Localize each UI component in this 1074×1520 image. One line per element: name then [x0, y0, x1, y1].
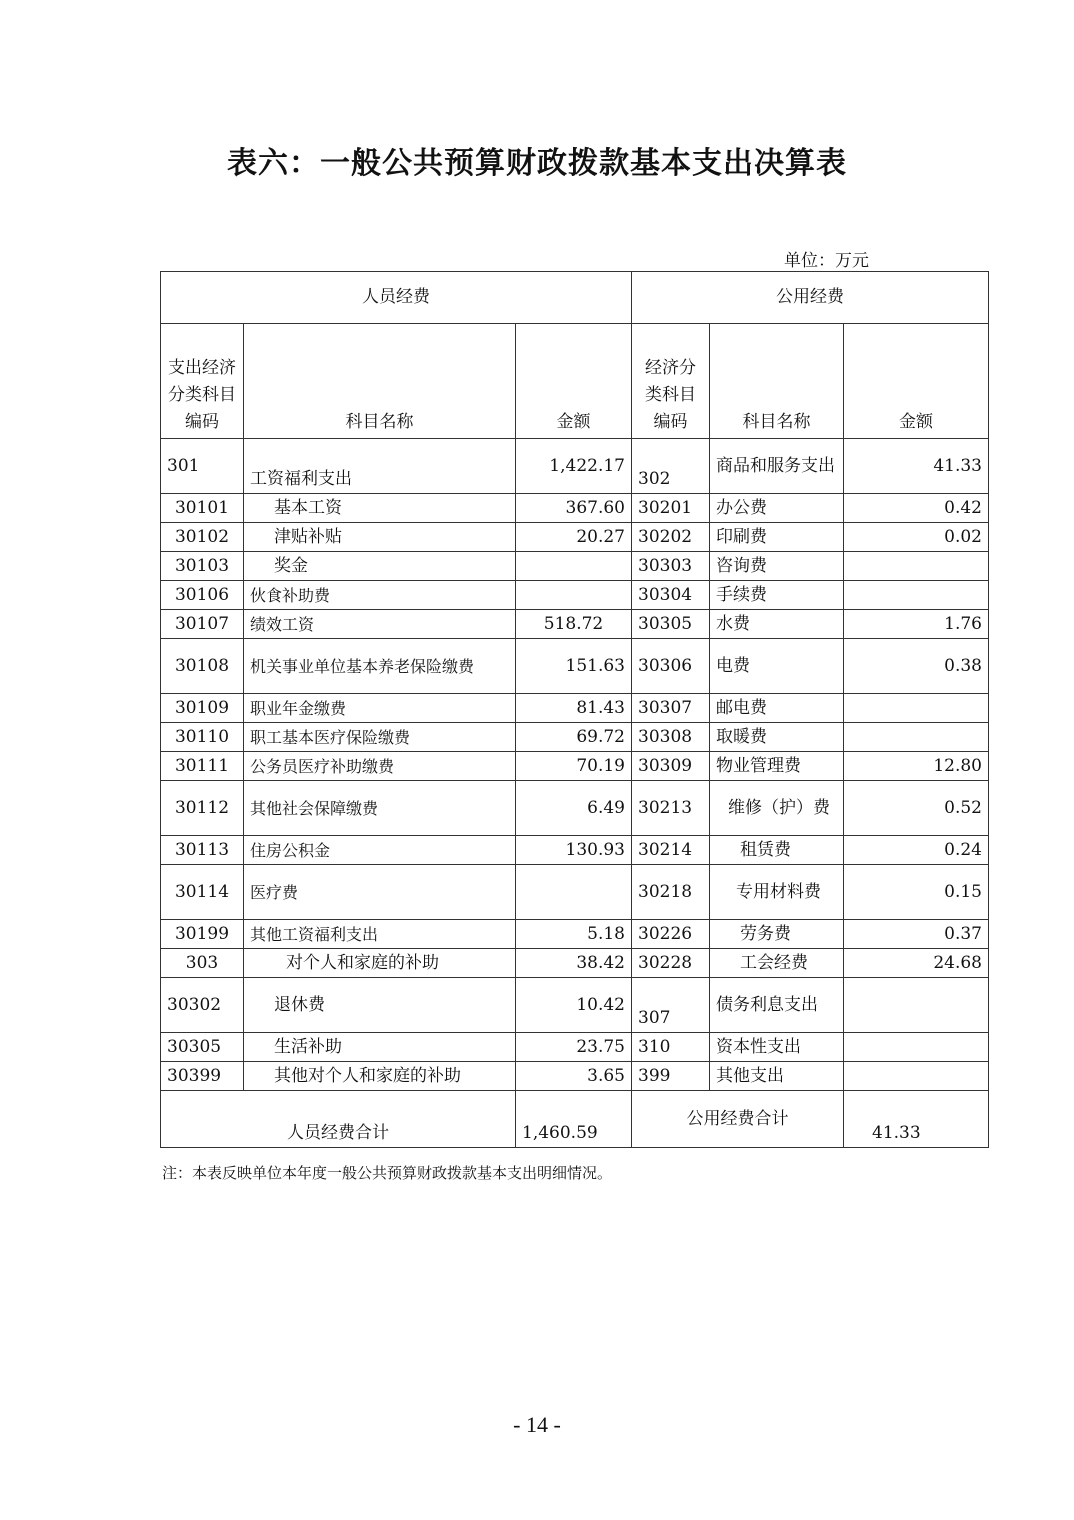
code-right: 30306 — [632, 639, 710, 694]
table-row — [161, 723, 989, 752]
code-right-header: 经济分类科目编码 — [632, 324, 710, 439]
page-title: 表六：一般公共预算财政拨款基本支出决算表 — [227, 146, 847, 181]
name-left: 其他对个人和家庭的补助 — [244, 1062, 516, 1091]
name-right: 债务利息支出 — [710, 978, 844, 1033]
amount-left: 20.27 — [516, 523, 632, 552]
code-left: 30199 — [161, 920, 244, 949]
name-left: 绩效工资 — [244, 610, 516, 639]
code-right: 30307 — [632, 694, 710, 723]
page-number: - 14 - — [513, 1412, 561, 1437]
code-right: 30303 — [632, 552, 710, 581]
name-right: 维修（护）费 — [710, 781, 844, 836]
amount-left: 70.19 — [516, 752, 632, 781]
code-left: 30102 — [161, 523, 244, 552]
name-left: 机关事业单位基本养老保险缴费 — [244, 639, 516, 694]
totals-row — [161, 1091, 989, 1148]
name-left: 津贴补贴 — [244, 523, 516, 552]
amount-left-header: 金额 — [516, 324, 632, 439]
name-right-header: 科目名称 — [710, 324, 844, 439]
name-right: 专用材料费 — [710, 865, 844, 920]
amount-left: 518.72 — [516, 610, 632, 639]
name-right: 办公费 — [710, 494, 844, 523]
code-right: 30304 — [632, 581, 710, 610]
name-right: 工会经费 — [710, 949, 844, 978]
amount-left: 5.18 — [516, 920, 632, 949]
code-right: 302 — [632, 439, 710, 494]
table-row — [161, 552, 989, 581]
name-left: 住房公积金 — [244, 836, 516, 865]
amount-left: 151.63 — [516, 639, 632, 694]
name-right: 咨询费 — [710, 552, 844, 581]
name-left: 职工基本医疗保险缴费 — [244, 723, 516, 752]
amount-right — [844, 552, 989, 581]
amount-left: 6.49 — [516, 781, 632, 836]
table-row — [161, 752, 989, 781]
code-right: 399 — [632, 1062, 710, 1091]
code-right: 30228 — [632, 949, 710, 978]
amount-right: 0.42 — [844, 494, 989, 523]
code-right: 30213 — [632, 781, 710, 836]
amount-right: 24.68 — [844, 949, 989, 978]
code-right: 30226 — [632, 920, 710, 949]
table-row — [161, 920, 989, 949]
amount-right: 0.38 — [844, 639, 989, 694]
table-row — [161, 781, 989, 836]
personnel-total-label: 人员经费合计 — [161, 1091, 516, 1148]
table-row — [161, 949, 989, 978]
amount-right: 41.33 — [844, 439, 989, 494]
name-left: 其他社会保障缴费 — [244, 781, 516, 836]
name-left: 生活补助 — [244, 1033, 516, 1062]
code-left: 30110 — [161, 723, 244, 752]
amount-right — [844, 1062, 989, 1091]
amount-left: 81.43 — [516, 694, 632, 723]
amount-right: 1.76 — [844, 610, 989, 639]
table-column-header — [161, 324, 989, 439]
code-right: 30201 — [632, 494, 710, 523]
public-total-label: 公用经费合计 — [632, 1091, 844, 1148]
amount-right — [844, 581, 989, 610]
table-note: 注：本表反映单位本年度一般公共预算财政拨款基本支出明细情况。 — [162, 1164, 613, 1182]
table-row — [161, 494, 989, 523]
personnel-total-value: 1,460.59 — [516, 1091, 632, 1148]
table-row — [161, 439, 989, 494]
name-right: 物业管理费 — [710, 752, 844, 781]
personnel-header: 人员经费 — [161, 272, 632, 324]
name-left: 医疗费 — [244, 865, 516, 920]
amount-left: 1,422.17 — [516, 439, 632, 494]
unit-label: 单位：万元 — [784, 251, 869, 271]
name-left: 退休费 — [244, 978, 516, 1033]
amount-left: 130.93 — [516, 836, 632, 865]
amount-left: 3.65 — [516, 1062, 632, 1091]
code-right: 30308 — [632, 723, 710, 752]
table-row — [161, 1033, 989, 1062]
code-left: 30111 — [161, 752, 244, 781]
amount-left — [516, 865, 632, 920]
public-total-value: 41.33 — [844, 1091, 989, 1148]
amount-right: 0.15 — [844, 865, 989, 920]
table-row — [161, 523, 989, 552]
code-left: 30114 — [161, 865, 244, 920]
code-left: 30106 — [161, 581, 244, 610]
name-right: 资本性支出 — [710, 1033, 844, 1062]
amount-left: 38.42 — [516, 949, 632, 978]
table-row — [161, 1062, 989, 1091]
amount-right — [844, 694, 989, 723]
code-right: 30202 — [632, 523, 710, 552]
code-left: 30112 — [161, 781, 244, 836]
amount-right: 0.52 — [844, 781, 989, 836]
amount-right: 12.80 — [844, 752, 989, 781]
name-right: 印刷费 — [710, 523, 844, 552]
amount-left: 367.60 — [516, 494, 632, 523]
name-right: 水费 — [710, 610, 844, 639]
amount-right — [844, 978, 989, 1033]
table-row — [161, 978, 989, 1033]
name-left: 奖金 — [244, 552, 516, 581]
name-left: 其他工资福利支出 — [244, 920, 516, 949]
table-row — [161, 639, 989, 694]
expenditure-table — [160, 271, 989, 1148]
name-left: 职业年金缴费 — [244, 694, 516, 723]
code-right: 310 — [632, 1033, 710, 1062]
code-left: 30101 — [161, 494, 244, 523]
amount-right: 0.02 — [844, 523, 989, 552]
name-right: 其他支出 — [710, 1062, 844, 1091]
name-right: 劳务费 — [710, 920, 844, 949]
code-left: 30305 — [161, 1033, 244, 1062]
code-right: 30309 — [632, 752, 710, 781]
table-row — [161, 610, 989, 639]
code-right: 30305 — [632, 610, 710, 639]
name-right: 商品和服务支出 — [710, 439, 844, 494]
code-left: 30103 — [161, 552, 244, 581]
amount-right — [844, 723, 989, 752]
name-right: 取暖费 — [710, 723, 844, 752]
name-right: 邮电费 — [710, 694, 844, 723]
amount-right — [844, 1033, 989, 1062]
code-left: 30109 — [161, 694, 244, 723]
amount-right: 0.37 — [844, 920, 989, 949]
table-row — [161, 836, 989, 865]
table-row — [161, 694, 989, 723]
code-right: 30218 — [632, 865, 710, 920]
amount-left — [516, 581, 632, 610]
code-left: 301 — [161, 439, 244, 494]
code-left: 30107 — [161, 610, 244, 639]
code-right: 307 — [632, 978, 710, 1033]
code-left: 303 — [161, 949, 244, 978]
code-left: 30399 — [161, 1062, 244, 1091]
code-right: 30214 — [632, 836, 710, 865]
code-left-header: 支出经济分类科目编码 — [161, 324, 244, 439]
amount-right: 0.24 — [844, 836, 989, 865]
amount-left: 69.72 — [516, 723, 632, 752]
name-left-header: 科目名称 — [244, 324, 516, 439]
name-left: 对个人和家庭的补助 — [244, 949, 516, 978]
name-right: 手续费 — [710, 581, 844, 610]
table-group-header — [161, 272, 989, 324]
code-left: 30113 — [161, 836, 244, 865]
table-row — [161, 581, 989, 610]
name-left: 基本工资 — [244, 494, 516, 523]
name-right: 电费 — [710, 639, 844, 694]
code-left: 30108 — [161, 639, 244, 694]
name-left: 工资福利支出 — [244, 439, 516, 494]
amount-left — [516, 552, 632, 581]
amount-left: 10.42 — [516, 978, 632, 1033]
amount-right-header: 金额 — [844, 324, 989, 439]
code-left: 30302 — [161, 978, 244, 1033]
name-right: 租赁费 — [710, 836, 844, 865]
table-row — [161, 865, 989, 920]
name-left: 公务员医疗补助缴费 — [244, 752, 516, 781]
name-left: 伙食补助费 — [244, 581, 516, 610]
public-header: 公用经费 — [632, 272, 989, 324]
amount-left: 23.75 — [516, 1033, 632, 1062]
